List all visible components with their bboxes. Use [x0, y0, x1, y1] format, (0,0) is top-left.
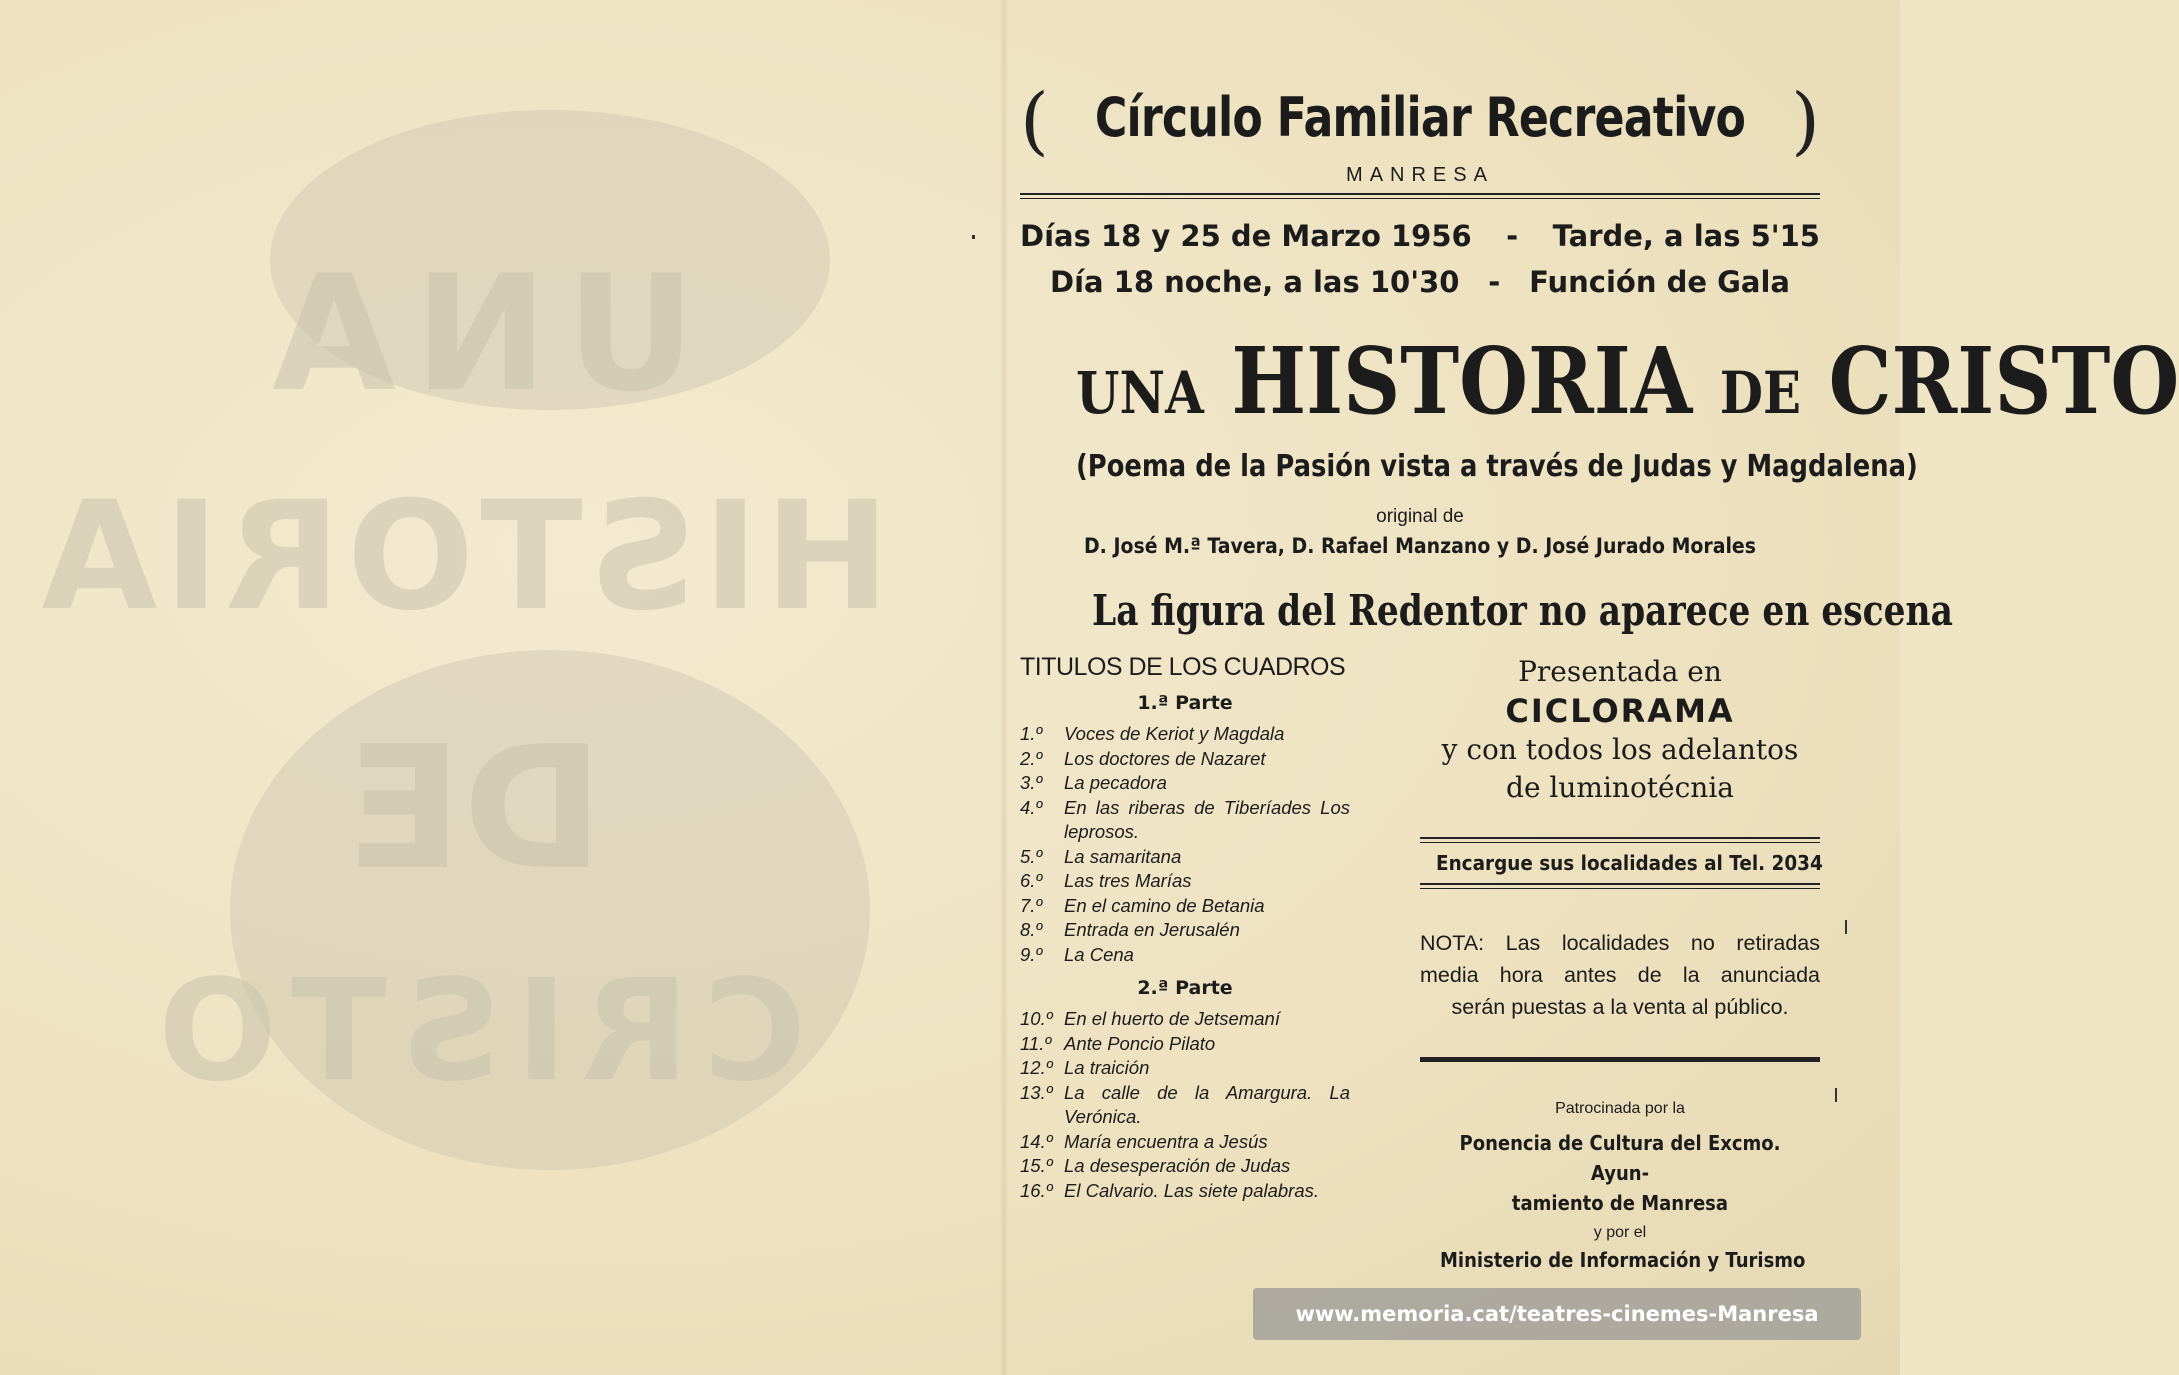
ghost-word-de: DE — [346, 710, 604, 908]
ciclorama: CICLORAMA — [1505, 692, 1735, 730]
scene-number: 8.º — [1020, 919, 1043, 940]
part-2-label: 2.ª Parte — [1137, 977, 1233, 999]
note-line: NOTA: Las localidades no retiradas — [1420, 931, 1820, 955]
scene-title: Entrada en Jerusalén — [1064, 919, 1240, 940]
scene-title: Voces de Keriot y Magdala — [1064, 723, 1285, 744]
part-1-scenes — [1020, 722, 1350, 967]
sponsor-label: Patrocinada por la — [1555, 1100, 1685, 1117]
scene-number: 6.º — [1020, 870, 1043, 891]
ink-speck — [1835, 1088, 1837, 1102]
schedule-separator: - — [1488, 265, 1501, 299]
scene-title: En el camino de Betania — [1064, 894, 1265, 916]
schedule-dates: Días 18 y 25 de Marzo 1956 — [1020, 219, 1472, 253]
part-2-scenes — [1020, 1007, 1350, 1203]
scene-number: 2.º — [1020, 747, 1043, 769]
redeemer-notice: La figura del Redentor no aparece en escena — [1092, 586, 1953, 635]
scene-title: Las tres Marías — [1064, 870, 1192, 891]
ghost-word-una: UNA — [254, 240, 696, 427]
schedule-row — [1020, 219, 1820, 265]
scene-item — [1020, 1179, 1350, 1204]
scene-item — [1020, 771, 1350, 796]
part-1-label: 1.ª Parte — [1137, 692, 1233, 714]
schedule-event: Función de Gala — [1529, 265, 1790, 299]
scene-title: En el huerto de Jetsemaní — [1064, 1008, 1280, 1029]
scene-title: La calle de la Amargura. La Verónica. — [1064, 1081, 1350, 1127]
schedule-dates: Día 18 noche, a las 10'30 — [1050, 265, 1460, 299]
thick-divider — [1420, 1057, 1820, 1062]
play-subtitle: (Poema de la Pasión vista a través de Judas y Magdalena) — [1076, 449, 1918, 484]
lighting-line-2: de luminotécnia — [1506, 771, 1734, 804]
note — [1420, 927, 1820, 1023]
scene-item — [1020, 943, 1350, 968]
scene-number: 9.º — [1020, 943, 1043, 965]
scene-item — [1020, 796, 1350, 845]
ink-speck — [1845, 920, 1847, 934]
scene-number: 3.º — [1020, 772, 1043, 793]
sponsor-council-line: tamiento de Manresa — [1511, 1191, 1729, 1215]
note-line: media hora antes de la anunciada — [1420, 963, 1820, 987]
scene-item — [1020, 869, 1350, 894]
scene-title: La desesperación de Judas — [1064, 1155, 1291, 1176]
scene-number: 11.º — [1020, 1032, 1052, 1054]
scene-item — [1020, 722, 1350, 747]
ghost-word-cristo: CRISTO — [144, 950, 806, 1113]
scene-number: 16.º — [1020, 1179, 1053, 1201]
scene-title: Los doctores de Nazaret — [1064, 747, 1266, 769]
scene-item — [1020, 1056, 1350, 1081]
details-columns — [1020, 653, 1823, 1273]
scene-item — [1020, 1081, 1350, 1130]
scene-item — [1020, 1032, 1350, 1057]
sponsor-ministry: Ministerio de Información y Turismo — [1440, 1248, 1806, 1272]
sponsor-connector: y por el — [1593, 1224, 1647, 1241]
scene-number: 13.º — [1020, 1081, 1053, 1103]
title-word-cristo: CRISTO — [1828, 327, 2179, 435]
schedule-time: Tarde, a las 5'15 — [1552, 219, 1820, 253]
booking-phone: Encargue sus localidades al Tel. 2034 — [1436, 851, 1823, 875]
scene-item — [1020, 1130, 1350, 1155]
city-name: MANRESA — [1346, 164, 1494, 186]
presented-in: Presentada en — [1518, 655, 1722, 688]
scene-list — [1020, 653, 1350, 1203]
scene-title: El Calvario. Las siete palabras. — [1064, 1179, 1320, 1201]
header-divider — [1020, 193, 1820, 199]
lighting-line-1: y con todos los adelantos — [1441, 733, 1799, 766]
scene-title: Ante Poncio Pilato — [1064, 1032, 1216, 1054]
booking-rule-bottom — [1420, 883, 1820, 889]
scene-item — [1020, 918, 1350, 943]
ghost-word-historia: HISTORIA — [35, 470, 890, 644]
scene-item — [1020, 1154, 1350, 1179]
scene-title: María encuentra a Jesús — [1064, 1130, 1268, 1152]
booking-box — [1420, 837, 1823, 889]
sponsor-council — [1440, 1128, 1800, 1218]
club-header — [1020, 80, 1820, 170]
program-page — [1020, 78, 2179, 1273]
scene-item — [1020, 845, 1350, 870]
note-line: serán puestas a la venta al público. — [1451, 995, 1789, 1019]
scene-title: La traición — [1064, 1057, 1150, 1078]
scene-title: En las riberas de Tiberíades Los leprosos. — [1064, 796, 1350, 842]
scene-title: La samaritana — [1064, 845, 1182, 867]
scene-item — [1020, 894, 1350, 919]
scene-number: 12.º — [1020, 1057, 1053, 1078]
scene-number: 5.º — [1020, 845, 1043, 867]
scene-number: 15.º — [1020, 1155, 1053, 1176]
club-name: Círculo Familiar Recreativo — [1094, 86, 1746, 149]
back-cover-show-through — [35, 90, 890, 1240]
scene-number: 4.º — [1020, 796, 1043, 818]
center-fold — [1000, 0, 1008, 1375]
archive-watermark: www.memoria.cat/teatres-cinemes-Manresa — [1253, 1288, 1861, 1340]
title-word-historia: HISTORIA — [1231, 327, 1693, 435]
scene-title: La pecadora — [1064, 772, 1167, 793]
schedule-separator: - — [1506, 219, 1519, 253]
scene-item — [1020, 747, 1350, 772]
scene-number: 7.º — [1020, 894, 1043, 916]
info-column — [1420, 653, 1823, 1272]
play-title — [1076, 327, 2179, 443]
scene-number: 14.º — [1020, 1130, 1053, 1152]
sponsor-council-line: Ponencia de Cultura del Excmo. Ayun- — [1459, 1131, 1781, 1185]
scene-number: 10.º — [1020, 1008, 1053, 1029]
scene-item — [1020, 1007, 1350, 1032]
scene-list-heading: TITULOS DE LOS CUADROS — [1020, 653, 1346, 681]
schedule — [1020, 219, 1820, 311]
ink-speck — [972, 235, 975, 239]
schedule-row — [1020, 265, 1820, 311]
scene-title: La Cena — [1064, 943, 1134, 965]
original-label: original de — [1376, 506, 1464, 527]
scene-number: 1.º — [1020, 723, 1043, 744]
left-parenthesis: ( — [1020, 78, 1049, 164]
title-word-de: DE — [1719, 359, 1802, 427]
title-word-una: UNA — [1076, 359, 1204, 427]
authors: D. José M.ª Tavera, D. Rafael Manzano y D. José Jurado Morales — [1083, 534, 1756, 558]
right-parenthesis: ) — [1791, 78, 1820, 164]
